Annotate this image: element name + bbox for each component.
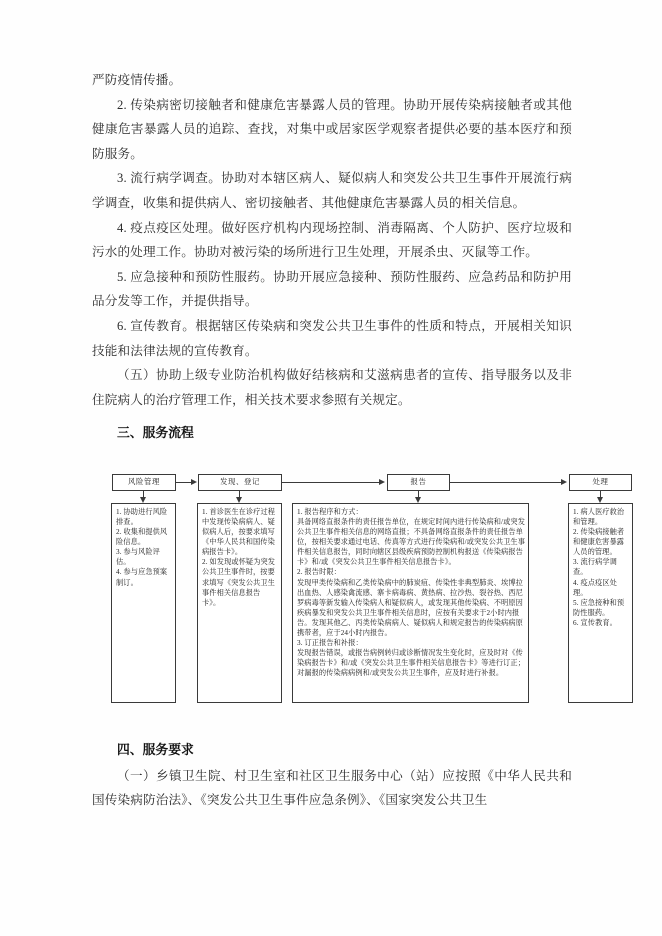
heading-service-flow: 三、服务流程: [117, 426, 194, 442]
panel-risk-text: 1. 协助进行风险排查。: [116, 507, 168, 526]
panel-handle-text: 2. 传染病接触者和健康危害暴露人员的管理。: [573, 528, 625, 557]
panel-handle-text: 3. 流行病学调查。: [573, 558, 617, 577]
panel-discover-text: 1. 首诊医生在诊疗过程中发现传染病病人、疑似病人后，按要求填写《中华人民共和国传染病报告卡》。: [202, 507, 276, 557]
panel-report-text: 发现甲类传染病和乙类传染病中的肺炭疽、传染性非典型肺炎、埃博拉出血热、人感染禽流感、寨卡病毒病、黄热病、拉沙热、裂谷热、西尼罗病毒等新发输入传染病人和疑似病人，或发现其他传染病、不明原因疾病暴发和突发公共卫生事件相关信息时，应按有关要求于2小时内报告。发现其他乙、丙类传染病病人、疑似病人和规定报告的传染病病原携带者，应于24小时内报告。: [297, 578, 523, 638]
node-report-label: 报告: [410, 477, 427, 487]
paragraph-requirements: （一）乡镇卫生院、村卫生室和社区卫生服务中心（站）应按照《中华人民共和国传染病防治法》、《突发公共卫生事件应急条例》、《国家突发公共卫生: [92, 768, 572, 808]
service-flow-diagram: [92, 459, 625, 729]
spacer-after-diagram: [92, 729, 572, 739]
panel-discover-register: [197, 503, 282, 703]
panel-handle-text: 6. 宣传教育。: [573, 618, 617, 627]
node-risk-management-label: 风险管理: [128, 477, 160, 487]
paragraph-intro: 严防疫情传播。: [92, 73, 182, 87]
arrowhead-report: [379, 479, 385, 485]
paragraph-item-3: 3. 流行病学调查。协助对本辖区病人、疑似病人和突发公共卫生事件开展流行病学调查，收集和提供病人、密切接触者、其他健康危害暴露人员的相关信息。: [92, 171, 572, 210]
panel-report-text: 发现报告错误，或报告病例转归或诊断情况发生变化时，应及时对《传染病报告卡》和/或《突发公共卫生事件相关信息报告卡》等进行订正；对漏报的传染病病例和/或突发公共卫生事件，应及时进行补报。: [297, 649, 526, 678]
node-discover-register-label: 发现、登记: [220, 477, 260, 487]
panel-report-text: 2. 报告时限：: [297, 568, 341, 577]
paragraph-item-five-chinese: （五）协助上级专业防治机构做好结核病和艾滋病患者的宣传、指导服务以及非住院病人的治疗管理工作，相关技术要求参照有关规定。: [92, 368, 572, 407]
node-risk-management[interactable]: [112, 474, 176, 491]
panel-risk-management: [111, 503, 176, 703]
panel-risk-text: 2. 收集和提供风险信息。: [116, 528, 168, 547]
panel-report: [292, 503, 529, 703]
paragraph-item-5: 5. 应急接种和预防性服药。协助开展应急接种、预防性服药、应急药品和防护用品分发等工作，并提供指导。: [92, 269, 572, 309]
panel-risk-text: 4. 参与应急预案制订。: [116, 568, 168, 587]
panel-risk-text: 3. 参与风险评估。: [116, 548, 160, 567]
arrowhead-handle: [561, 479, 567, 485]
panel-discover-text: 2. 如发现或怀疑为突发公共卫生事件时，按要求填写《突发公共卫生事件相关信息报告卡》。: [202, 558, 276, 607]
node-report[interactable]: [387, 474, 450, 491]
connector-risk-to-discover: [176, 482, 192, 483]
paragraph-item-6: 6. 宣传教育。根据辖区传染病和突发公共卫生事件的性质和特点，开展相关知识技能和法律法规的宣传教育。: [92, 318, 572, 358]
connector-report-to-handle: [450, 482, 562, 483]
panel-handle-text: 4. 疫点疫区处理。: [573, 578, 617, 597]
connector-discover-to-report: [282, 482, 380, 483]
node-handle[interactable]: [569, 474, 632, 491]
spacer: [92, 412, 572, 422]
heading-service-requirements: 四、服务要求: [117, 742, 194, 758]
panel-handle-text: 1. 病人医疗救治和管理。: [573, 507, 625, 526]
node-discover-register[interactable]: [198, 474, 282, 491]
node-handle-label: 处理: [592, 477, 609, 487]
panel-handle: [568, 503, 633, 703]
panel-report-text: 3. 订正报告和补报：: [297, 639, 363, 648]
panel-report-text: 具备网络直报条件的责任报告单位，在规定时间内进行传染病和/或突发公共卫生事件相关信息的网络直报；不具备网络直报条件的责任报告单位，按相关要求通过电话、传真等方式进行传染病和/或突发公共卫生事件相关信息报告，同时向辖区县级疾病预防控制机构报送《传染病报告卡》和/或《突发公共卫生事件相关信息报告卡》。: [297, 518, 526, 567]
paragraph-item-2: 2. 传染病密切接触者和健康危害暴露人员的管理。协助开展传染病接触者或其他健康危害暴露人员的追踪、查找，对集中或居家医学观察者提供必要的基本医疗和预防服务。: [92, 97, 572, 161]
arrowhead-discover: [191, 479, 197, 485]
paragraph-item-4: 4. 疫点疫区处理。做好医疗机构内现场控制、消毒隔离、个人防护、医疗垃圾和污水的处理工作。协助对被污染的场所进行卫生处理，开展杀虫、灭鼠等工作。: [92, 220, 572, 260]
panel-handle-text: 5. 应急接种和预防性服药。: [573, 598, 625, 617]
document-content: [92, 68, 625, 813]
panel-report-text: 1. 报告程序和方式：: [297, 507, 363, 516]
